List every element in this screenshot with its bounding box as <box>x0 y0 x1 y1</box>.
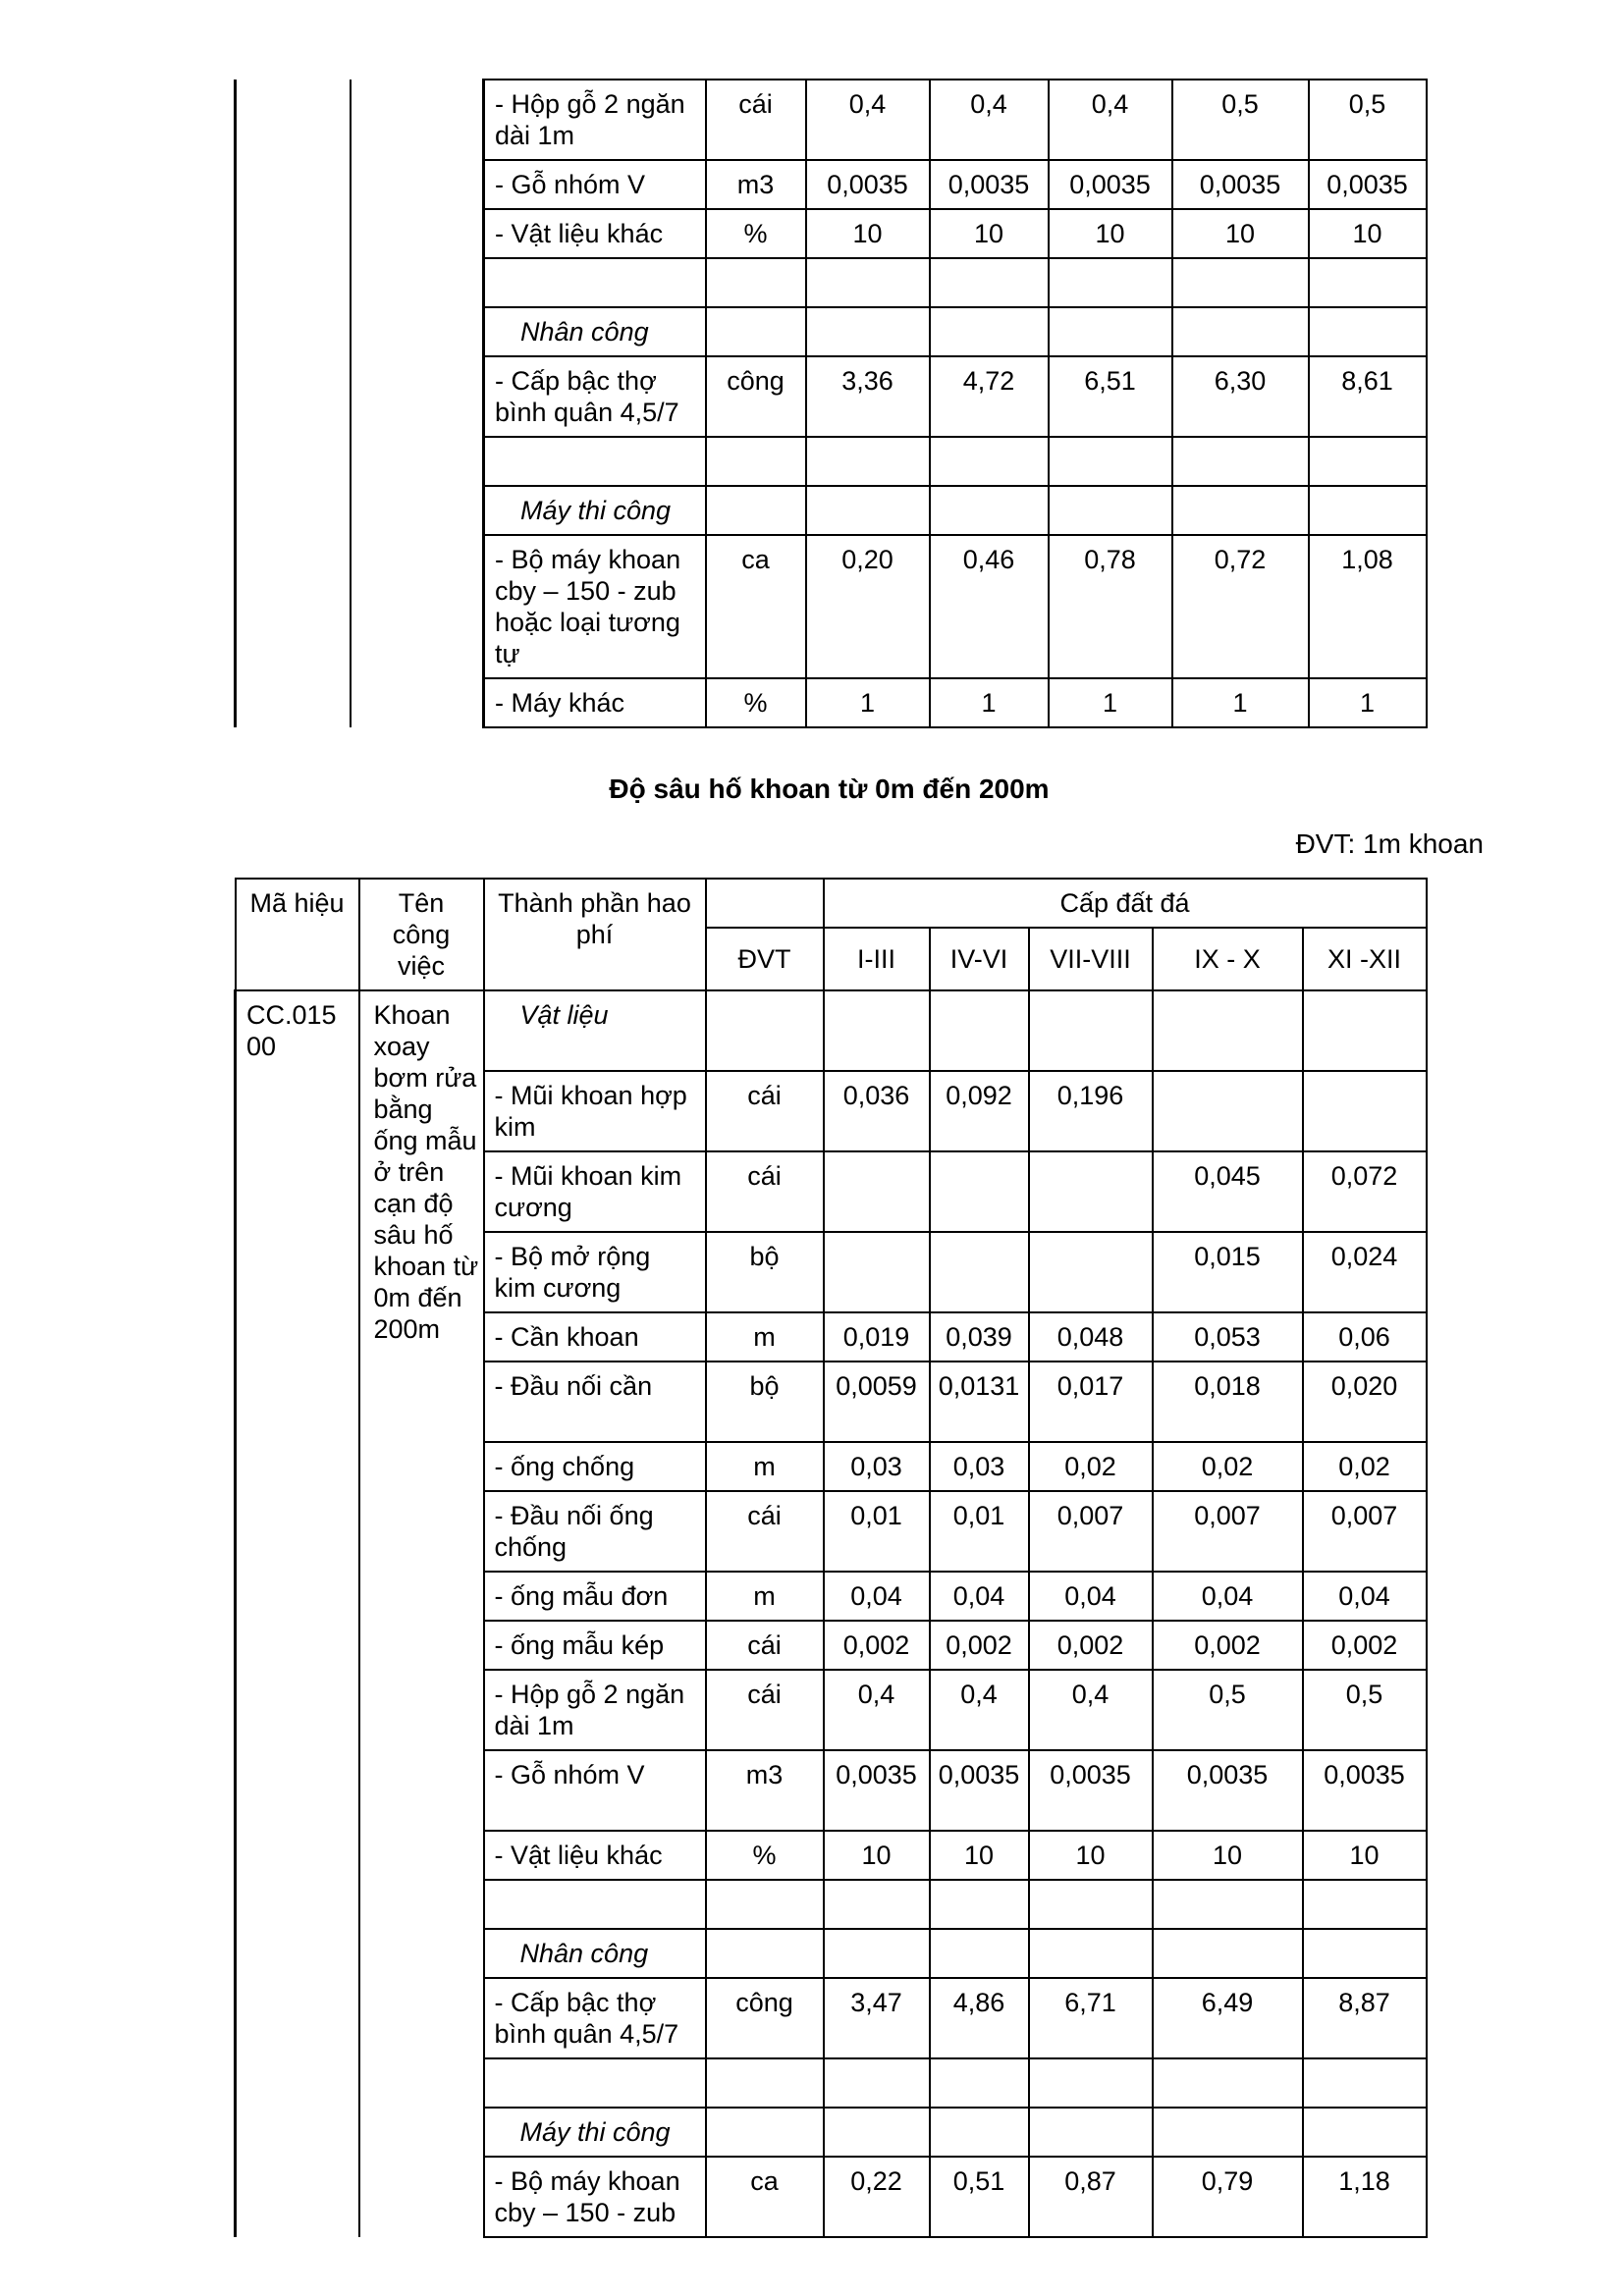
header-grade: I-III <box>824 928 930 990</box>
value-cell <box>1303 1929 1427 1978</box>
value-cell <box>1049 258 1172 307</box>
component-name: - Bộ máy khoan cby – 150 - zub hoặc loại tương tự <box>484 535 706 678</box>
value-cell: 0,0059 <box>824 1362 930 1442</box>
value-cell: 0,002 <box>1029 1621 1153 1670</box>
value-cell: 4,86 <box>930 1978 1029 2058</box>
unit-cell: cái <box>706 1491 824 1572</box>
value-cell: 0,72 <box>1172 535 1309 678</box>
code-cell-empty <box>236 209 351 258</box>
value-cell: 0,017 <box>1029 1362 1153 1442</box>
value-cell: 0,0035 <box>930 1750 1029 1831</box>
value-cell <box>1309 486 1427 535</box>
value-cell: 0,01 <box>930 1491 1029 1572</box>
unit-cell: cái <box>706 1621 824 1670</box>
value-cell <box>930 486 1049 535</box>
component-name: - Cấp bậc thợ bình quân 4,5/7 <box>484 1978 706 2058</box>
value-cell: 1 <box>1309 678 1427 727</box>
value-cell: 0,020 <box>1303 1362 1427 1442</box>
unit-cell: công <box>706 1978 824 2058</box>
code-cell-empty <box>236 437 351 486</box>
work-name-cell-empty <box>351 160 484 209</box>
value-cell: 0,4 <box>1049 80 1172 160</box>
value-cell <box>1172 258 1309 307</box>
component-name: - Hộp gỗ 2 ngăn dài 1m <box>484 1670 706 1750</box>
value-cell: 0,048 <box>1029 1312 1153 1362</box>
value-cell <box>1029 1929 1153 1978</box>
value-cell: 0,019 <box>824 1312 930 1362</box>
value-cell: 0,51 <box>930 2157 1029 2237</box>
value-cell: 1 <box>930 678 1049 727</box>
value-cell: 1,18 <box>1303 2157 1427 2237</box>
value-cell <box>1309 258 1427 307</box>
value-cell <box>930 1929 1029 1978</box>
value-cell: 0,002 <box>824 1621 930 1670</box>
work-name-cell-empty <box>351 209 484 258</box>
component-name: Nhân công <box>484 1929 706 1978</box>
value-cell: 0,039 <box>930 1312 1029 1362</box>
value-cell <box>1172 486 1309 535</box>
table-row <box>236 209 1427 258</box>
work-name-cell-empty <box>351 486 484 535</box>
code-cell-empty <box>236 678 351 727</box>
value-cell: 0,4 <box>806 80 930 160</box>
unit-cell <box>706 486 806 535</box>
value-cell <box>1303 1071 1427 1151</box>
value-cell: 0,04 <box>1153 1572 1303 1621</box>
header-dvt: ĐVT <box>706 928 824 990</box>
header-grade: XI -XII <box>1303 928 1427 990</box>
unit-cell: cái <box>706 80 806 160</box>
unit-cell: ca <box>706 2157 824 2237</box>
component-name: - Đầu nối cần <box>484 1362 706 1442</box>
value-cell <box>930 258 1049 307</box>
work-name-cell-empty <box>351 356 484 437</box>
value-cell <box>1049 437 1172 486</box>
value-cell <box>1303 1880 1427 1929</box>
value-cell: 6,30 <box>1172 356 1309 437</box>
table-row <box>236 160 1427 209</box>
value-cell <box>1029 1151 1153 1232</box>
value-cell <box>930 437 1049 486</box>
value-cell: 8,61 <box>1309 356 1427 437</box>
value-cell: 0,4 <box>824 1670 930 1750</box>
value-cell: 0,20 <box>806 535 930 678</box>
unit-cell: bộ <box>706 1362 824 1442</box>
table-row <box>236 307 1427 356</box>
value-cell: 0,036 <box>824 1071 930 1151</box>
value-cell <box>930 1880 1029 1929</box>
unit-cell: m3 <box>706 1750 824 1831</box>
value-cell: 0,024 <box>1303 1232 1427 1312</box>
value-cell <box>1153 1880 1303 1929</box>
value-cell: 0,87 <box>1029 2157 1153 2237</box>
value-cell <box>930 307 1049 356</box>
unit-cell <box>706 437 806 486</box>
header-grade: IV-VI <box>930 928 1029 990</box>
value-cell <box>930 990 1029 1071</box>
component-name: - ống chống <box>484 1442 706 1491</box>
value-cell <box>1029 1232 1153 1312</box>
table2-body <box>236 990 1427 2237</box>
value-cell: 0,0035 <box>1309 160 1427 209</box>
header-ma-hieu: Mã hiệu <box>236 879 359 990</box>
value-cell: 1,08 <box>1309 535 1427 678</box>
header-thanh-phan: Thành phần hao phí <box>484 879 706 990</box>
unit-cell: cái <box>706 1071 824 1151</box>
component-name <box>484 437 706 486</box>
value-cell: 0,79 <box>1153 2157 1303 2237</box>
value-cell: 0,03 <box>930 1442 1029 1491</box>
value-cell: 0,0035 <box>806 160 930 209</box>
value-cell: 10 <box>1153 1831 1303 1880</box>
norm-table-continued <box>234 79 1428 728</box>
value-cell: 8,87 <box>1303 1978 1427 2058</box>
component-name: - Vật liệu khác <box>484 209 706 258</box>
norm-table <box>234 878 1428 2238</box>
component-name: - Gỗ nhóm V <box>484 1750 706 1831</box>
value-cell <box>1029 2108 1153 2157</box>
value-cell: 0,46 <box>930 535 1049 678</box>
unit-cell <box>706 2058 824 2108</box>
value-cell: 10 <box>1029 1831 1153 1880</box>
header-ten-cong-viec: Tên công việc <box>359 879 484 990</box>
value-cell <box>824 2108 930 2157</box>
value-cell <box>1309 307 1427 356</box>
table-row <box>236 80 1427 160</box>
value-cell <box>1172 307 1309 356</box>
component-name <box>484 1880 706 1929</box>
code-cell-empty <box>236 356 351 437</box>
value-cell <box>1309 437 1427 486</box>
component-name: Nhân công <box>484 307 706 356</box>
value-cell: 1 <box>1172 678 1309 727</box>
value-cell <box>824 1929 930 1978</box>
value-cell: 0,072 <box>1303 1151 1427 1232</box>
value-cell: 0,5 <box>1309 80 1427 160</box>
value-cell <box>806 486 930 535</box>
value-cell: 0,002 <box>1153 1621 1303 1670</box>
component-name: - Vật liệu khác <box>484 1831 706 1880</box>
component-name: - Bộ máy khoan cby – 150 - zub <box>484 2157 706 2237</box>
table-row <box>236 356 1427 437</box>
value-cell: 0,02 <box>1029 1442 1153 1491</box>
component-name: - Cần khoan <box>484 1312 706 1362</box>
value-cell: 0,0035 <box>1172 160 1309 209</box>
table-row <box>236 486 1427 535</box>
table-row <box>236 258 1427 307</box>
value-cell: 0,002 <box>930 1621 1029 1670</box>
unit-cell: m3 <box>706 160 806 209</box>
value-cell: 0,5 <box>1303 1670 1427 1750</box>
component-name: - Đầu nối ống chống <box>484 1491 706 1572</box>
unit-cell: công <box>706 356 806 437</box>
value-cell: 0,196 <box>1029 1071 1153 1151</box>
value-cell: 0,0035 <box>1029 1750 1153 1831</box>
code-cell-empty <box>236 80 351 160</box>
value-cell <box>1153 2108 1303 2157</box>
value-cell: 10 <box>1309 209 1427 258</box>
value-cell: 0,4 <box>930 1670 1029 1750</box>
value-cell: 0,04 <box>930 1572 1029 1621</box>
value-cell: 0,02 <box>1303 1442 1427 1491</box>
unit-cell: m <box>706 1312 824 1362</box>
value-cell: 1 <box>806 678 930 727</box>
code-cell: CC.01500 <box>236 990 359 2237</box>
code-cell-empty <box>236 307 351 356</box>
work-name-cell: Khoan xoay bơm rửa bằng ống mẫu ở trên cạn độ sâu hố khoan từ 0m đến 200m <box>359 990 484 2237</box>
value-cell: 0,0035 <box>824 1750 930 1831</box>
component-name <box>484 2058 706 2108</box>
component-name: - Gỗ nhóm V <box>484 160 706 209</box>
value-cell <box>824 1232 930 1312</box>
value-cell <box>1303 990 1427 1071</box>
value-cell: 0,06 <box>1303 1312 1427 1362</box>
value-cell: 4,72 <box>930 356 1049 437</box>
work-name-cell-empty <box>351 80 484 160</box>
code-cell-empty <box>236 486 351 535</box>
component-name: - Hộp gỗ 2 ngăn dài 1m <box>484 80 706 160</box>
value-cell: 6,71 <box>1029 1978 1153 2058</box>
value-cell <box>806 437 930 486</box>
value-cell <box>930 1151 1029 1232</box>
code-cell-empty <box>236 258 351 307</box>
value-cell: 0,03 <box>824 1442 930 1491</box>
work-name-cell-empty <box>351 307 484 356</box>
unit-cell: m <box>706 1572 824 1621</box>
component-name: - Cấp bậc thợ bình quân 4,5/7 <box>484 356 706 437</box>
value-cell: 0,5 <box>1153 1670 1303 1750</box>
work-name-cell-empty <box>351 535 484 678</box>
value-cell: 0,053 <box>1153 1312 1303 1362</box>
value-cell <box>1303 2058 1427 2108</box>
value-cell <box>806 307 930 356</box>
value-cell: 10 <box>1303 1831 1427 1880</box>
value-cell: 0,4 <box>1029 1670 1153 1750</box>
header-grade: IX - X <box>1153 928 1303 990</box>
value-cell <box>1153 2058 1303 2108</box>
value-cell: 6,49 <box>1153 1978 1303 2058</box>
value-cell <box>930 2108 1029 2157</box>
value-cell: 10 <box>1049 209 1172 258</box>
value-cell: 0,04 <box>1303 1572 1427 1621</box>
unit-cell: ca <box>706 535 806 678</box>
unit-cell: m <box>706 1442 824 1491</box>
component-name: - ống mẫu kép <box>484 1621 706 1670</box>
value-cell: 0,0035 <box>930 160 1049 209</box>
unit-cell <box>706 307 806 356</box>
header-cap-dat-da: Cấp đất đá <box>824 879 1427 928</box>
value-cell <box>1153 1929 1303 1978</box>
component-name: - Bộ mở rộng kim cương <box>484 1232 706 1312</box>
value-cell: 1 <box>1049 678 1172 727</box>
component-name: - Mũi khoan kim cương <box>484 1151 706 1232</box>
value-cell: 3,47 <box>824 1978 930 2058</box>
value-cell <box>1049 486 1172 535</box>
value-cell <box>1029 990 1153 1071</box>
value-cell: 0,002 <box>1303 1621 1427 1670</box>
value-cell: 0,0035 <box>1153 1750 1303 1831</box>
value-cell: 6,51 <box>1049 356 1172 437</box>
value-cell: 0,092 <box>930 1071 1029 1151</box>
header-row-1 <box>236 879 1427 928</box>
unit-cell <box>706 1880 824 1929</box>
header-grade: VII-VIII <box>1029 928 1153 990</box>
value-cell <box>1303 2108 1427 2157</box>
value-cell: 0,02 <box>1153 1442 1303 1491</box>
value-cell: 0,22 <box>824 2157 930 2237</box>
section-title: Độ sâu hố khoan từ 0m đến 200m <box>609 774 1050 804</box>
work-name-cell-empty <box>351 258 484 307</box>
value-cell <box>930 1232 1029 1312</box>
unit-cell: % <box>706 209 806 258</box>
value-cell <box>1153 990 1303 1071</box>
unit-cell <box>706 258 806 307</box>
value-cell: 10 <box>806 209 930 258</box>
table-row <box>236 990 1427 1071</box>
value-cell: 0,4 <box>930 80 1049 160</box>
component-name: - Mũi khoan hợp kim <box>484 1071 706 1151</box>
value-cell: 0,01 <box>824 1491 930 1572</box>
table-row <box>236 437 1427 486</box>
value-cell: 10 <box>930 1831 1029 1880</box>
value-cell: 0,018 <box>1153 1362 1303 1442</box>
value-cell: 0,78 <box>1049 535 1172 678</box>
value-cell: 0,007 <box>1029 1491 1153 1572</box>
unit-cell <box>706 990 824 1071</box>
value-cell: 0,015 <box>1153 1232 1303 1312</box>
unit-cell: cái <box>706 1151 824 1232</box>
work-name-cell-empty <box>351 678 484 727</box>
unit-cell: bộ <box>706 1232 824 1312</box>
value-cell: 0,5 <box>1172 80 1309 160</box>
value-cell <box>806 258 930 307</box>
value-cell: 10 <box>930 209 1049 258</box>
component-name: - ống mẫu đơn <box>484 1572 706 1621</box>
value-cell: 10 <box>824 1831 930 1880</box>
code-cell-empty <box>236 160 351 209</box>
value-cell: 0,007 <box>1303 1491 1427 1572</box>
unit-cell <box>706 1929 824 1978</box>
value-cell <box>1049 307 1172 356</box>
value-cell: 3,36 <box>806 356 930 437</box>
component-name: Máy thi công <box>484 486 706 535</box>
table-row <box>236 678 1427 727</box>
value-cell <box>1029 1880 1153 1929</box>
value-cell <box>1153 1071 1303 1151</box>
unit-cell <box>706 2108 824 2157</box>
value-cell <box>824 1151 930 1232</box>
code-cell-empty <box>236 535 351 678</box>
value-cell: 0,0035 <box>1303 1750 1427 1831</box>
value-cell <box>930 2058 1029 2108</box>
value-cell: 0,04 <box>1029 1572 1153 1621</box>
value-cell: 10 <box>1172 209 1309 258</box>
value-cell <box>824 2058 930 2108</box>
table-row <box>236 535 1427 678</box>
work-name-cell-empty <box>351 437 484 486</box>
unit-cell: % <box>706 1831 824 1880</box>
unit-cell: % <box>706 678 806 727</box>
value-cell: 0,045 <box>1153 1151 1303 1232</box>
table1-body <box>236 80 1427 727</box>
value-cell: 0,0035 <box>1049 160 1172 209</box>
component-name <box>484 258 706 307</box>
unit-cell: cái <box>706 1670 824 1750</box>
value-cell <box>824 1880 930 1929</box>
value-cell: 0,0131 <box>930 1362 1029 1442</box>
component-name: - Máy khác <box>484 678 706 727</box>
component-name: Vật liệu <box>484 990 706 1071</box>
value-cell <box>1029 2058 1153 2108</box>
value-cell <box>824 990 930 1071</box>
unit-note: ĐVT: 1m khoan <box>1295 828 1484 859</box>
component-name: Máy thi công <box>484 2108 706 2157</box>
header-blank <box>706 879 824 928</box>
value-cell <box>1172 437 1309 486</box>
value-cell: 0,007 <box>1153 1491 1303 1572</box>
value-cell: 0,04 <box>824 1572 930 1621</box>
